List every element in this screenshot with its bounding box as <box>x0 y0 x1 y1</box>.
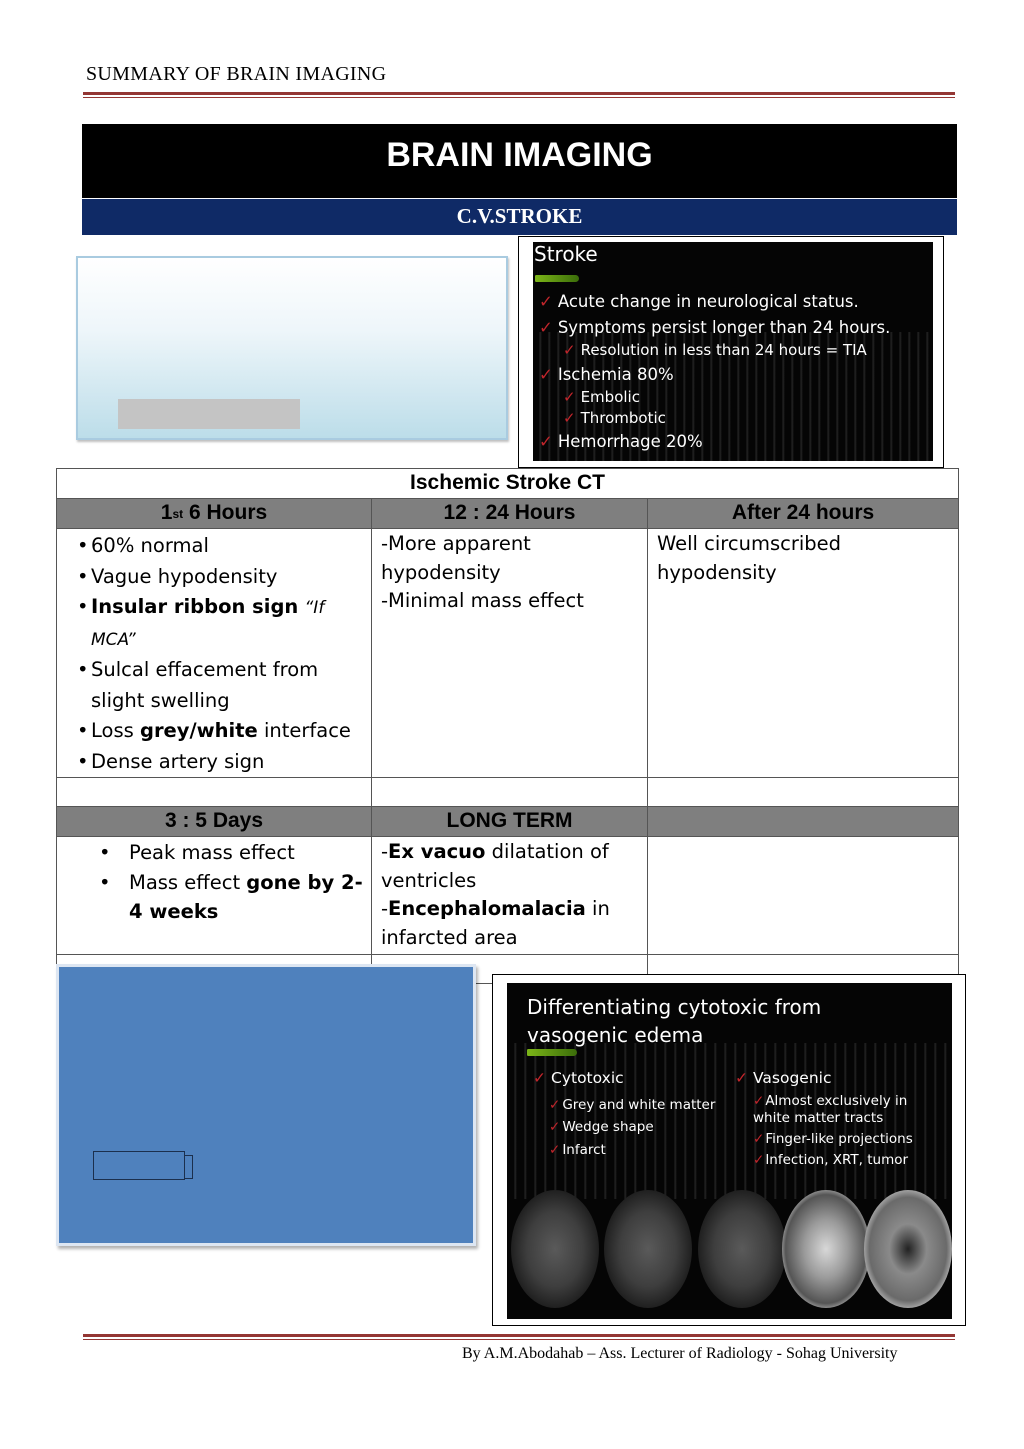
header-cell: After 24 hours <box>648 499 959 529</box>
check-icon: ✓ <box>549 1119 561 1135</box>
stroke-subitem: ✓ Resolution in less than 24 hours = TIA <box>563 341 867 359</box>
stroke-subitem: ✓ Embolic <box>563 388 640 406</box>
mri-scan-thumbnail <box>864 1190 952 1308</box>
check-icon: ✓ <box>753 1093 765 1109</box>
ischemic-stroke-ct-table <box>56 468 959 984</box>
vasogenic-item: ✓Infection, XRT, tumor <box>753 1152 909 1168</box>
table-cell: -More apparent hypodensity -Minimal mass effect <box>372 529 648 778</box>
check-icon: ✓ <box>735 1069 748 1087</box>
title-banner <box>82 124 957 198</box>
cytotoxic-item: ✓ Infarct <box>549 1142 606 1158</box>
vasogenic-item: ✓Finger-like projections <box>753 1131 913 1147</box>
footer-credit: By A.M.Abodahab – Ass. Lecturer of Radiology - Sohag University <box>462 1345 898 1362</box>
check-icon: ✓ <box>753 1152 765 1168</box>
page-title: BRAIN IMAGING <box>386 136 653 174</box>
list-item: • Sulcal effacement from slight swelling <box>77 655 371 716</box>
table-cell: -Ex vacuo dilatation of ventricles -Encephalomalacia in infarcted area <box>372 837 648 955</box>
table-cell <box>57 837 372 955</box>
ct-scan-thumbnail <box>698 1190 786 1308</box>
ct-scan-thumbnail <box>511 1190 599 1308</box>
cytotoxic-item: ✓ Grey and white matter <box>549 1097 716 1113</box>
check-icon: ✓ <box>753 1131 765 1147</box>
green-brush-stroke <box>527 1049 577 1056</box>
table-cell <box>57 529 372 778</box>
vasogenic-item: ✓Almost exclusively in <box>753 1093 908 1109</box>
header-cell: 3 : 5 Days <box>57 807 372 837</box>
header-rule <box>83 92 955 98</box>
subtitle-banner <box>82 199 957 235</box>
mri-scan-thumbnail <box>782 1190 870 1308</box>
check-icon: ✓ <box>533 1069 546 1087</box>
outlined-rectangle-tab <box>184 1155 193 1179</box>
vasogenic-heading: ✓ Vasogenic <box>735 1069 832 1087</box>
cytotoxic-item: ✓ Wedge shape <box>549 1119 654 1135</box>
green-brush-stroke <box>535 275 579 282</box>
check-icon: ✓ <box>563 341 576 359</box>
check-icon: ✓ <box>563 388 576 406</box>
edema-slide-title: Differentiating cytotoxic from <box>527 995 822 1019</box>
header-cell: LONG TERM <box>372 807 648 837</box>
blue-panel <box>56 964 476 1246</box>
list-item: • Insular ribbon sign “If MCA” <box>77 592 371 655</box>
header-cell: 12 : 24 Hours <box>372 499 648 529</box>
section-subtitle: C.V.STROKE <box>456 204 583 228</box>
table-header-row <box>57 807 959 837</box>
stroke-slide-image <box>533 242 933 461</box>
stroke-item: ✓ Symptoms persist longer than 24 hours. <box>539 318 891 337</box>
check-icon: ✓ <box>539 365 553 384</box>
grey-placeholder-bar <box>118 399 300 429</box>
ct-scan-thumbnail <box>604 1190 692 1308</box>
running-header: SUMMARY OF BRAIN IMAGING <box>86 63 387 85</box>
check-icon: ✓ <box>539 432 553 451</box>
cytotoxic-heading: ✓ Cytotoxic <box>533 1069 624 1087</box>
table-cell <box>648 837 959 955</box>
check-icon: ✓ <box>549 1142 561 1158</box>
table-header-row <box>57 499 959 529</box>
check-icon: ✓ <box>549 1097 561 1113</box>
table-cell: Well circumscribed hypodensity <box>648 529 959 778</box>
footer-rule <box>83 1334 955 1340</box>
table-caption: Ischemic Stroke CT <box>57 469 959 499</box>
list-item: • Loss grey/white interface <box>77 716 371 747</box>
header-cell: 1st 6 Hours <box>57 499 372 529</box>
stroke-item: ✓ Ischemia 80% <box>539 365 674 384</box>
stroke-item: ✓ Hemorrhage 20% <box>539 432 703 451</box>
table-row <box>57 778 959 807</box>
list-item: • Peak mass effect <box>99 838 371 868</box>
table-row <box>57 529 959 778</box>
list-item: • Vague hypodensity <box>77 562 371 593</box>
list-item: • Dense artery sign <box>77 747 371 778</box>
check-icon: ✓ <box>563 409 576 427</box>
stroke-slide-heading: Stroke <box>534 242 598 266</box>
check-icon: ✓ <box>539 292 553 311</box>
table-row <box>57 837 959 955</box>
list-item: • 60% normal <box>77 531 371 562</box>
outlined-rectangle <box>93 1151 185 1180</box>
edema-slide-title: vasogenic edema <box>527 1023 704 1047</box>
check-icon: ✓ <box>539 318 553 337</box>
stroke-item: ✓ Acute change in neurological status. <box>539 292 859 311</box>
vasogenic-item: white matter tracts <box>753 1110 884 1126</box>
edema-slide-image <box>507 983 952 1319</box>
list-item: • Mass effect gone by 2-4 weeks <box>99 868 371 927</box>
stroke-subitem: ✓ Thrombotic <box>563 409 666 427</box>
